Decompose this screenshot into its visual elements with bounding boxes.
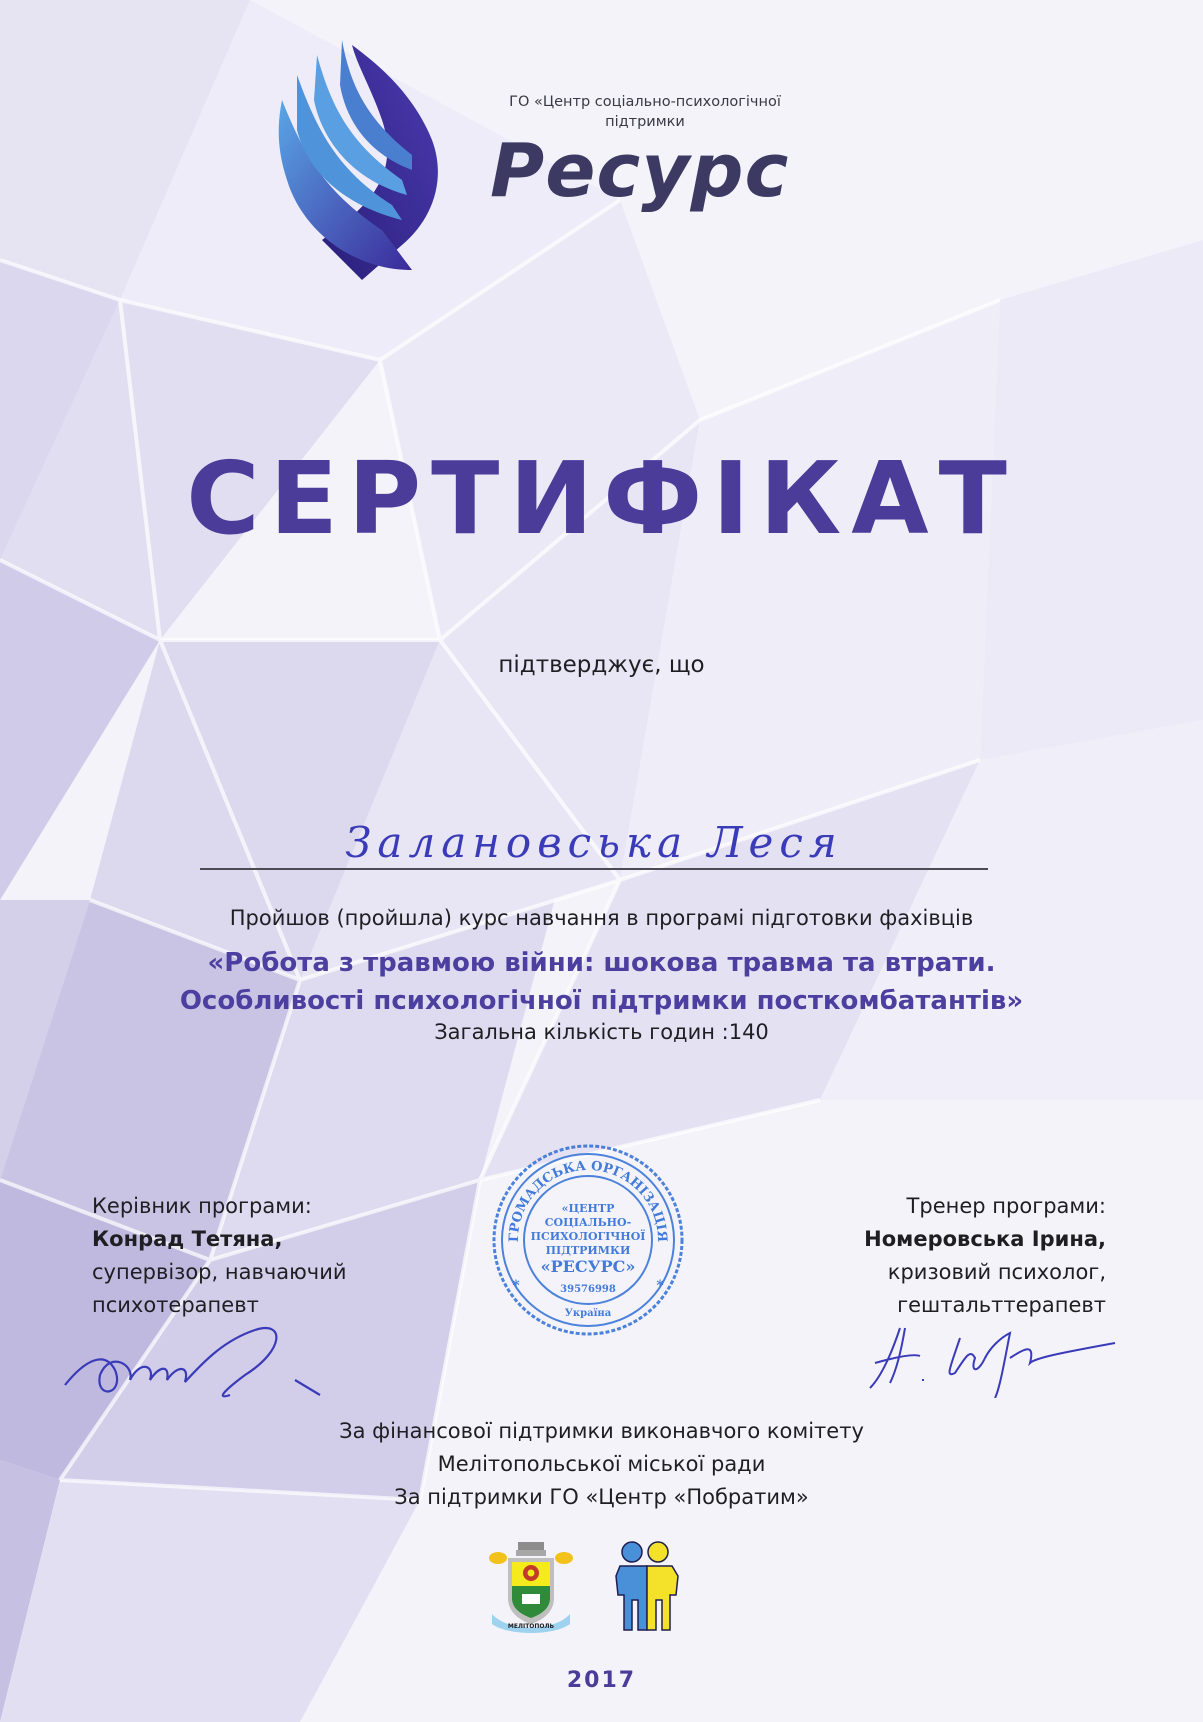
org-line-2: підтримки <box>605 114 685 130</box>
svg-text:«РЕСУРС»: «РЕСУРС» <box>540 1257 636 1276</box>
director-title-1: супервізор, навчаючий <box>92 1260 347 1284</box>
brand-name: Ресурс <box>490 128 790 214</box>
svg-text:СОЦІАЛЬНО-: СОЦІАЛЬНО- <box>544 1216 632 1229</box>
melitopol-coat-of-arms-icon <box>488 1540 574 1635</box>
svg-text:МЕЛІТОПОЛЬ: МЕЛІТОПОЛЬ <box>507 1623 555 1630</box>
trainer-signature-icon <box>860 1318 1120 1398</box>
director-signature-icon <box>55 1320 355 1410</box>
trainer-name: Номеровська Ірина, <box>864 1227 1106 1251</box>
recipient-name: Заланoвська Леся <box>345 818 843 867</box>
confirms-text: підтверджує, що <box>498 652 705 678</box>
program-director-block <box>92 1190 347 1322</box>
course-line-2: Особливості психологічної підтримки посткомбатантів» <box>179 986 1024 1016</box>
director-role: Керівник програми: <box>92 1194 312 1218</box>
org-line-1: ГО «Центр соціально-психологічної <box>509 94 781 110</box>
svg-text:ГРОМАДСЬКА ОРГАНІЗАЦІЯ: ГРОМАДСЬКА ОРГАНІЗАЦІЯ <box>506 1158 670 1243</box>
pobratym-logo-icon <box>612 1540 682 1635</box>
name-underline <box>200 868 988 870</box>
director-title-2: психотерапевт <box>92 1293 259 1317</box>
trainer-title-2: гештальттерапевт <box>897 1293 1106 1317</box>
svg-text:ПСИХОЛОГІЧНОЇ: ПСИХОЛОГІЧНОЇ <box>530 1230 646 1243</box>
svg-text:*: * <box>656 1278 664 1294</box>
certificate-title: СЕРТИФІКАТ <box>186 440 1017 557</box>
organization-name <box>495 92 795 132</box>
support-line-2: Мелітопольської міської ради <box>437 1452 766 1476</box>
support-line-1: За фінансової підтримки виконавчого комітету <box>339 1419 864 1443</box>
svg-text:*: * <box>512 1278 520 1294</box>
svg-text:«ЦЕНТР: «ЦЕНТР <box>561 1202 615 1215</box>
course-title <box>0 944 1203 1020</box>
course-line-1: «Робота з травмою війни: шокова травма та втрати. <box>207 948 996 978</box>
total-hours: Загальна кількість годин :140 <box>434 1020 769 1044</box>
svg-text:ПІДТРИМКИ: ПІДТРИМКИ <box>545 1244 631 1257</box>
certificate-year: 2017 <box>566 1668 637 1693</box>
support-line-3: За підтримки ГО «Центр «Побратим» <box>394 1485 809 1509</box>
trainer-role: Тренер програми: <box>906 1194 1106 1218</box>
director-name: Конрад Тетяна, <box>92 1227 283 1251</box>
organization-stamp-icon <box>488 1140 688 1340</box>
completed-text: Пройшов (пройшла) курс навчання в програмі підготовки фахівців <box>229 906 974 930</box>
svg-text:39576998: 39576998 <box>560 1284 616 1295</box>
program-trainer-block <box>864 1190 1106 1322</box>
trainer-title-1: кризовий психолог, <box>887 1260 1106 1284</box>
winged-hand-logo-icon <box>262 30 452 290</box>
svg-text:Україна: Україна <box>564 1308 612 1319</box>
support-text <box>0 1415 1203 1514</box>
